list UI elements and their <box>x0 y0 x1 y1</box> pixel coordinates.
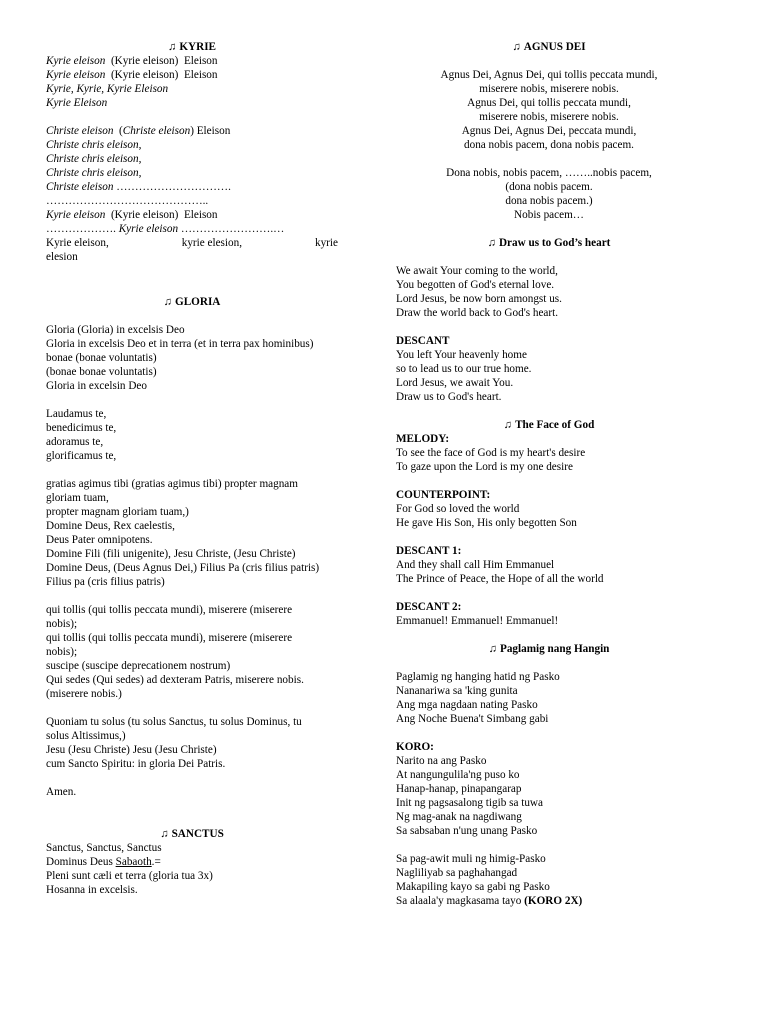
lyric-line: The Prince of Peace, the Hope of all the world <box>396 573 604 585</box>
lyric-line: ………………. Kyrie eleison …………………….… <box>46 223 285 235</box>
lyric-line: glorificamus te, <box>46 450 117 462</box>
lyric-line: To see the face of God is my heart's desire <box>396 447 586 459</box>
lyric-line: Agnus Dei, Agnus Dei, peccata mundi, <box>461 125 637 137</box>
music-note-icon: ♫ <box>160 828 169 840</box>
koro-label: KORO: <box>396 741 434 753</box>
counterpoint-lyrics <box>396 502 702 530</box>
lyric-line: miserere nobis, miserere nobis. <box>479 83 619 95</box>
lyric-line <box>46 463 338 477</box>
lyric-line <box>46 589 338 603</box>
lyric-line: so to lead us to our true home. <box>396 363 532 375</box>
lyric-line: Kyrie eleison (Kyrie eleison) Eleison <box>46 55 218 67</box>
descant-label: DESCANT <box>396 335 450 347</box>
music-note-icon: ♫ <box>163 296 172 308</box>
sanctus-title: ♫ SANCTUS <box>160 828 224 840</box>
gloria-title: ♫ GLORIA <box>163 296 221 308</box>
lyric-line: (miserere nobis.) <box>46 688 122 700</box>
lyric-line: Lord Jesus, be now born amongst us. <box>396 293 562 305</box>
lyric-line: Christe chris eleison, <box>46 153 142 165</box>
descant-1-label: DESCANT 1: <box>396 545 462 557</box>
lyric-line: nobis); <box>46 646 78 658</box>
lyric-line: Sa sabsaban n'ung unang Pasko <box>396 825 538 837</box>
lyric-line: Makapiling kayo sa gabi ng Pasko <box>396 881 550 893</box>
lyric-line: Hosanna in excelsis. <box>46 884 138 896</box>
lyric-line: Agnus Dei, qui tollis peccata mundi, <box>467 97 631 109</box>
descant-2-lyrics <box>396 614 702 628</box>
counterpoint-label: COUNTERPOINT: <box>396 489 491 501</box>
lyric-line: qui tollis (qui tollis peccata mundi), miserere (miserere <box>46 604 293 616</box>
lyric-line: Ang Noche Buena't Simbang gabi <box>396 713 549 725</box>
music-note-icon: ♫ <box>512 41 521 53</box>
lyric-line <box>46 701 338 715</box>
melody-label: MELODY: <box>396 433 450 445</box>
lyric-line: Dominus Deus Sabaoth.= <box>46 856 161 868</box>
lyric-line <box>46 393 338 407</box>
lyric-line: qui tollis (qui tollis peccata mundi), miserere (miserere <box>46 632 293 644</box>
lyric-line: Draw us to God's heart. <box>396 391 502 403</box>
lyric-line: Ng mag-anak na nagdiwang <box>396 811 522 823</box>
lyric-line: You begotten of God's eternal love. <box>396 279 555 291</box>
music-note-icon: ♫ <box>503 419 513 431</box>
lyric-line: dona nobis pacem, dona nobis pacem. <box>464 139 634 151</box>
lyric-line: Filius pa (cris filius patris) <box>46 576 165 588</box>
right-column <box>396 40 702 908</box>
lyric-line: adoramus te, <box>46 436 104 448</box>
lyric-line: Sanctus, Sanctus, Sanctus <box>46 842 162 854</box>
lyric-line: Sa alaala'y magkasama tayo (KORO 2X) <box>396 895 583 907</box>
agnus-dei-title: ♫ AGNUS DEI <box>512 41 586 53</box>
lyric-line: Kyrie, Kyrie, Kyrie Eleison <box>46 83 169 95</box>
lyric-line: Narito na ang Pasko <box>396 755 487 767</box>
lyric-line: Gloria in excelsis Deo et in terra (et in terra pax hominibus) <box>46 338 314 350</box>
lyric-line: Init ng pagsasalong tigib sa tuwa <box>396 797 543 809</box>
lyric-line: Laudamus te, <box>46 408 107 420</box>
lyric-line: Paglamig ng hanging hatid ng Pasko <box>396 671 560 683</box>
lyric-line: benedicimus te, <box>46 422 117 434</box>
lyric-line: (dona nobis pacem. <box>505 181 593 193</box>
lyric-line: We await Your coming to the world, <box>396 265 558 277</box>
lyric-line: Domine Fili (fili unigenite), Jesu Christe, (Jesu Christe) <box>46 548 296 560</box>
lyric-line: Gloria in excelsin Deo <box>46 380 147 392</box>
lyric-line: Ang mga nagdaan nating Pasko <box>396 699 538 711</box>
lyric-line: And they shall call Him Emmanuel <box>396 559 555 571</box>
paglamig-verse-2 <box>396 852 702 894</box>
lyric-line: Kyrie eleison (Kyrie eleison) Eleison <box>46 209 218 221</box>
lyric-line: Deus Pater omnipotens. <box>46 534 153 546</box>
agnus-dei-lyrics <box>396 68 702 222</box>
lyric-line: For God so loved the world <box>396 503 520 515</box>
draw-us-title: ♫ Draw us to God’s heart <box>487 237 611 249</box>
lyric-line: Qui sedes (Qui sedes) ad dexteram Patris, miserere nobis. <box>46 674 304 686</box>
draw-us-verse <box>396 264 702 320</box>
paglamig-title: ♫ Paglamig nang Hangin <box>488 643 610 655</box>
lyric-line: Kyrie eleison (Kyrie eleison) Eleison <box>46 69 218 81</box>
lyric-line: bonae (bonae voluntatis) <box>46 352 157 364</box>
descant-1-lyrics <box>396 558 702 586</box>
lyric-line: Nagliliyab sa paghahangad <box>396 867 518 879</box>
lyric-line: …………………………………….. <box>46 195 209 207</box>
music-note-icon: ♫ <box>488 643 497 655</box>
lyric-line: (bonae bonae voluntatis) <box>46 366 157 378</box>
lyric-line: Jesu (Jesu Christe) Jesu (Jesu Christe) <box>46 744 217 756</box>
lyric-line: Amen. <box>46 786 77 798</box>
lyric-line: At nangungulila'ng puso ko <box>396 769 520 781</box>
melody-lyrics <box>396 446 702 474</box>
lyric-line: Hanap-hanap, pinapangarap <box>396 783 522 795</box>
lyric-line: Domine Deus, Rex caelestis, <box>46 520 175 532</box>
lyric-line: Kyrie Eleison <box>46 97 108 109</box>
lyric-line: Christe chris eleison, <box>46 139 142 151</box>
descant-2-label: DESCANT 2: <box>396 601 462 613</box>
draw-us-descant <box>396 348 702 404</box>
face-of-god-title: ♫ The Face of God <box>503 419 595 431</box>
lyric-line: To gaze upon the Lord is my one desire <box>396 461 573 473</box>
lyric-line <box>396 152 702 166</box>
lyric-line: Agnus Dei, Agnus Dei, qui tollis peccata mundi, <box>440 69 658 81</box>
lyric-line: Dona nobis, nobis pacem, ……..nobis pacem, <box>446 167 652 179</box>
lyric-line: Nananariwa sa 'king gunita <box>396 685 518 697</box>
lyric-line: Emmanuel! Emmanuel! Emmanuel! <box>396 615 559 627</box>
lyric-line: Lord Jesus, we await You. <box>396 377 514 389</box>
lyric-line: Nobis pacem… <box>514 209 584 221</box>
lyric-line: dona nobis pacem.) <box>505 195 593 207</box>
lyric-line: Draw the world back to God's heart. <box>396 307 559 319</box>
paglamig-verse-1 <box>396 670 702 726</box>
lyric-line: suscipe (suscipe deprecationem nostrum) <box>46 660 231 672</box>
lyric-line: miserere nobis, miserere nobis. <box>479 111 619 123</box>
lyric-line: elesion <box>46 251 78 263</box>
lyric-line: gratias agimus tibi (gratias agimus tibi) propter magnam <box>46 478 298 490</box>
lyric-line: Pleni sunt cæli et terra (gloria tua 3x) <box>46 870 213 882</box>
lyric-line: Christe chris eleison, <box>46 167 142 179</box>
lyric-line <box>46 771 338 785</box>
lyric-line: Domine Deus, (Deus Agnus Dei,) Filius Pa (cris filius patris) <box>46 562 320 574</box>
lyric-line: nobis); <box>46 618 78 630</box>
lyric-line: He gave His Son, His only begotten Son <box>396 517 577 529</box>
gloria-lyrics <box>46 323 338 799</box>
lyric-line: Quoniam tu solus (tu solus Sanctus, tu solus Dominus, tu <box>46 716 302 728</box>
lyric-line: You left Your heavenly home <box>396 349 527 361</box>
lyric-line: solus Altissimus,) <box>46 730 126 742</box>
music-note-icon: ♫ <box>167 41 177 53</box>
lyric-line: cum Sancto Spiritu: in gloria Dei Patris. <box>46 758 226 770</box>
lyric-line: Gloria (Gloria) in excelsis Deo <box>46 324 185 336</box>
left-column <box>46 40 338 897</box>
lyric-line: Sa pag-awit muli ng himig-Pasko <box>396 853 546 865</box>
lyric-line: propter magnam gloriam tuam,) <box>46 506 189 518</box>
kyrie-title: ♫ KYRIE <box>167 41 217 53</box>
koro-lyrics <box>396 754 702 838</box>
music-note-icon: ♫ <box>487 237 496 249</box>
lyric-line: Christe eleison (Christe eleison) Eleison <box>46 125 231 137</box>
lyric-line: gloriam tuam, <box>46 492 109 504</box>
lyric-line-justified: Kyrie eleison, kyrie elesion, kyrie <box>46 237 338 249</box>
lyric-line: Christe eleison …………………………. <box>46 181 231 193</box>
